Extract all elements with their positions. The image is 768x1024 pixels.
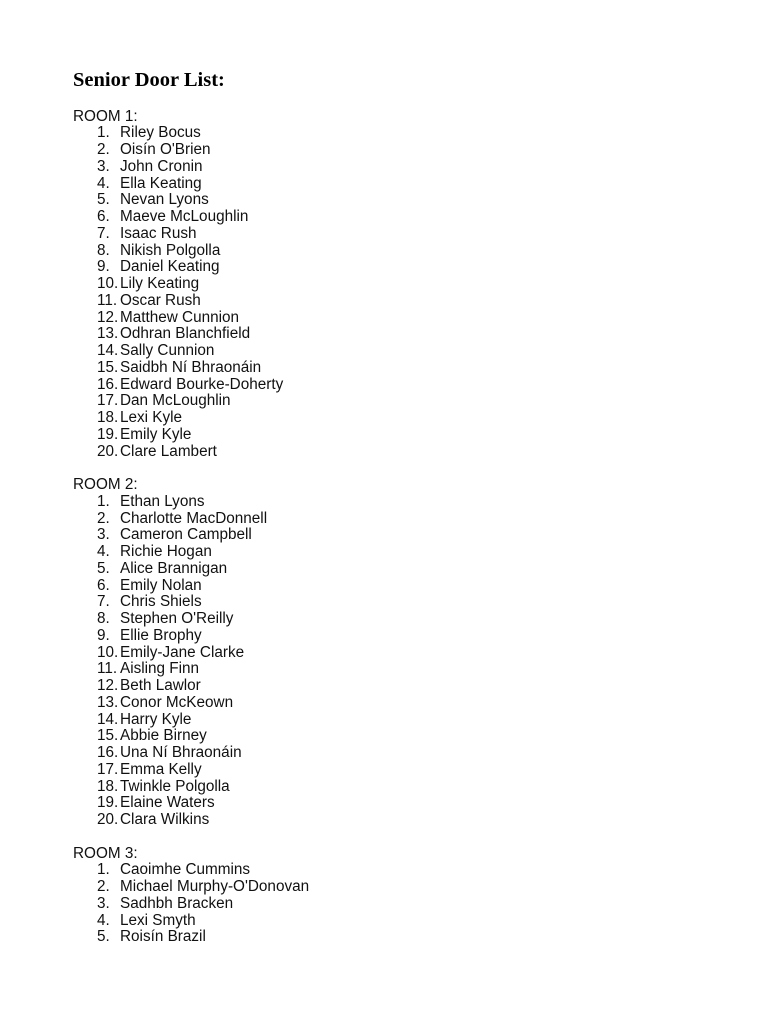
- item-number: 14.: [97, 342, 119, 360]
- item-name: Emily Kyle: [120, 425, 192, 443]
- item-name: Roisín Brazil: [120, 928, 206, 946]
- item-number: 3.: [97, 157, 110, 175]
- item-number: 10.: [97, 275, 119, 293]
- item-number: 16.: [97, 744, 119, 762]
- item-name: Clare Lambert: [120, 442, 217, 460]
- item-name: Lexi Smyth: [120, 911, 196, 929]
- room-heading: ROOM 2:: [73, 476, 138, 494]
- item-number: 3.: [97, 526, 110, 544]
- list-item: [0, 728, 768, 745]
- item-name: Oisín O'Brien: [120, 141, 211, 159]
- item-number: 5.: [97, 191, 110, 209]
- item-number: 9.: [97, 626, 110, 644]
- item-number: 13.: [97, 693, 119, 711]
- list-item: [0, 795, 768, 812]
- item-number: 6.: [97, 208, 110, 226]
- list-item: [0, 209, 768, 226]
- item-number: 15.: [97, 727, 119, 745]
- item-name: Una Ní Bhraonáin: [120, 744, 242, 762]
- item-number: 8.: [97, 241, 110, 259]
- item-number: 18.: [97, 777, 119, 795]
- item-number: 2.: [97, 141, 110, 159]
- list-item: [0, 444, 768, 461]
- item-name: Caoimhe Cummins: [120, 861, 251, 879]
- item-name: Michael Murphy-O'Donovan: [120, 878, 310, 896]
- item-number: 20.: [97, 811, 119, 829]
- item-name: Elaine Waters: [120, 794, 215, 812]
- list-item: [0, 427, 768, 444]
- item-name: Conor McKeown: [120, 693, 234, 711]
- list-item: [0, 494, 768, 511]
- item-name: Odhran Blanchfield: [120, 325, 251, 343]
- item-name: Daniel Keating: [120, 258, 220, 276]
- item-number: 11.: [97, 660, 118, 678]
- item-name: Harry Kyle: [120, 710, 192, 728]
- list-item: [0, 628, 768, 645]
- list-item: [0, 226, 768, 243]
- item-number: 18.: [97, 409, 119, 427]
- room-section: [0, 109, 768, 461]
- item-name: Matthew Cunnion: [120, 308, 240, 326]
- item-name: Alice Brannigan: [120, 559, 228, 577]
- item-number: 4.: [97, 174, 110, 192]
- list-item: [0, 377, 768, 394]
- list-item: [0, 896, 768, 913]
- item-name: Saidbh Ní Bhraonáin: [120, 358, 262, 376]
- list-item: [0, 561, 768, 578]
- item-number: 7.: [97, 593, 110, 611]
- list-item: [0, 812, 768, 829]
- list-item: [0, 243, 768, 260]
- list-item: [0, 544, 768, 561]
- list-item: [0, 326, 768, 343]
- item-name: Nikish Polgolla: [120, 241, 221, 259]
- list-item: [0, 578, 768, 595]
- list-item: [0, 343, 768, 360]
- item-name: Oscar Rush: [120, 291, 201, 309]
- item-number: 2.: [97, 509, 110, 527]
- list-item: [0, 142, 768, 159]
- list-item: [0, 611, 768, 628]
- item-name: Maeve McLoughlin: [120, 208, 249, 226]
- list-item: [0, 125, 768, 142]
- item-number: 1.: [97, 861, 110, 879]
- item-name: Abbie Birney: [120, 727, 207, 745]
- list-item: [0, 527, 768, 544]
- item-name: Sally Cunnion: [120, 342, 215, 360]
- item-number: 14.: [97, 710, 119, 728]
- item-name: Riley Bocus: [120, 124, 201, 142]
- list-item: [0, 645, 768, 662]
- item-number: 13.: [97, 325, 119, 343]
- list-item: [0, 192, 768, 209]
- list-item: [0, 393, 768, 410]
- item-name: Ella Keating: [120, 174, 202, 192]
- list-item: [0, 310, 768, 327]
- item-number: 17.: [97, 392, 119, 410]
- item-number: 19.: [97, 794, 119, 812]
- item-number: 19.: [97, 425, 119, 443]
- room-heading: ROOM 3:: [73, 844, 138, 862]
- item-number: 1.: [97, 492, 110, 510]
- item-name: Beth Lawlor: [120, 677, 201, 695]
- item-number: 6.: [97, 576, 110, 594]
- item-name: Nevan Lyons: [120, 191, 209, 209]
- item-name: Cameron Campbell: [120, 526, 252, 544]
- item-number: 4.: [97, 543, 110, 561]
- list-item: [0, 176, 768, 193]
- item-name: Ellie Brophy: [120, 626, 202, 644]
- item-number: 4.: [97, 911, 110, 929]
- item-name: Emma Kelly: [120, 760, 202, 778]
- item-name: Lily Keating: [120, 275, 200, 293]
- item-name: Stephen O'Reilly: [120, 610, 234, 628]
- item-name: Richie Hogan: [120, 543, 212, 561]
- list-item: [0, 712, 768, 729]
- item-number: 16.: [97, 375, 119, 393]
- item-name: Aisling Finn: [120, 660, 200, 678]
- item-number: 10.: [97, 643, 119, 661]
- item-name: Dan McLoughlin: [120, 392, 231, 410]
- list-item: [0, 594, 768, 611]
- page-title: Senior Door List:: [73, 69, 225, 91]
- room-section: [0, 477, 768, 829]
- item-name: Emily Nolan: [120, 576, 202, 594]
- list-item: [0, 913, 768, 930]
- item-name: Lexi Kyle: [120, 409, 183, 427]
- list-item: [0, 293, 768, 310]
- list-item: [0, 779, 768, 796]
- item-number: 5.: [97, 559, 110, 577]
- list-item: [0, 762, 768, 779]
- item-number: 9.: [97, 258, 110, 276]
- item-number: 3.: [97, 894, 110, 912]
- item-name: Emily-Jane Clarke: [120, 643, 245, 661]
- list-item: [0, 661, 768, 678]
- list-item: [0, 678, 768, 695]
- item-name: Clara Wilkins: [120, 811, 210, 829]
- list-item: [0, 159, 768, 176]
- item-number: 17.: [97, 760, 119, 778]
- list-item: [0, 745, 768, 762]
- list-item: [0, 360, 768, 377]
- item-number: 2.: [97, 878, 110, 896]
- list-item: [0, 259, 768, 276]
- item-name: Charlotte MacDonnell: [120, 509, 268, 527]
- list-item: [0, 276, 768, 293]
- item-number: 8.: [97, 610, 110, 628]
- door-list: [0, 109, 768, 963]
- item-number: 5.: [97, 928, 110, 946]
- item-name: Ethan Lyons: [120, 492, 205, 510]
- item-name: Twinkle Polgolla: [120, 777, 230, 795]
- item-number: 1.: [97, 124, 110, 142]
- item-number: 12.: [97, 677, 119, 695]
- list-item: [0, 862, 768, 879]
- list-item: [0, 879, 768, 896]
- item-name: John Cronin: [120, 157, 203, 175]
- list-item: [0, 410, 768, 427]
- list-item: [0, 511, 768, 528]
- item-name: Isaac Rush: [120, 224, 197, 242]
- item-number: 7.: [97, 224, 110, 242]
- item-number: 11.: [97, 291, 118, 309]
- room-heading: ROOM 1:: [73, 107, 138, 125]
- item-number: 15.: [97, 358, 119, 376]
- item-number: 20.: [97, 442, 119, 460]
- item-name: Edward Bourke-Doherty: [120, 375, 284, 393]
- list-item: [0, 695, 768, 712]
- room-section: [0, 846, 768, 947]
- item-name: Sadhbh Bracken: [120, 894, 234, 912]
- list-item: [0, 929, 768, 946]
- item-number: 12.: [97, 308, 119, 326]
- item-name: Chris Shiels: [120, 593, 202, 611]
